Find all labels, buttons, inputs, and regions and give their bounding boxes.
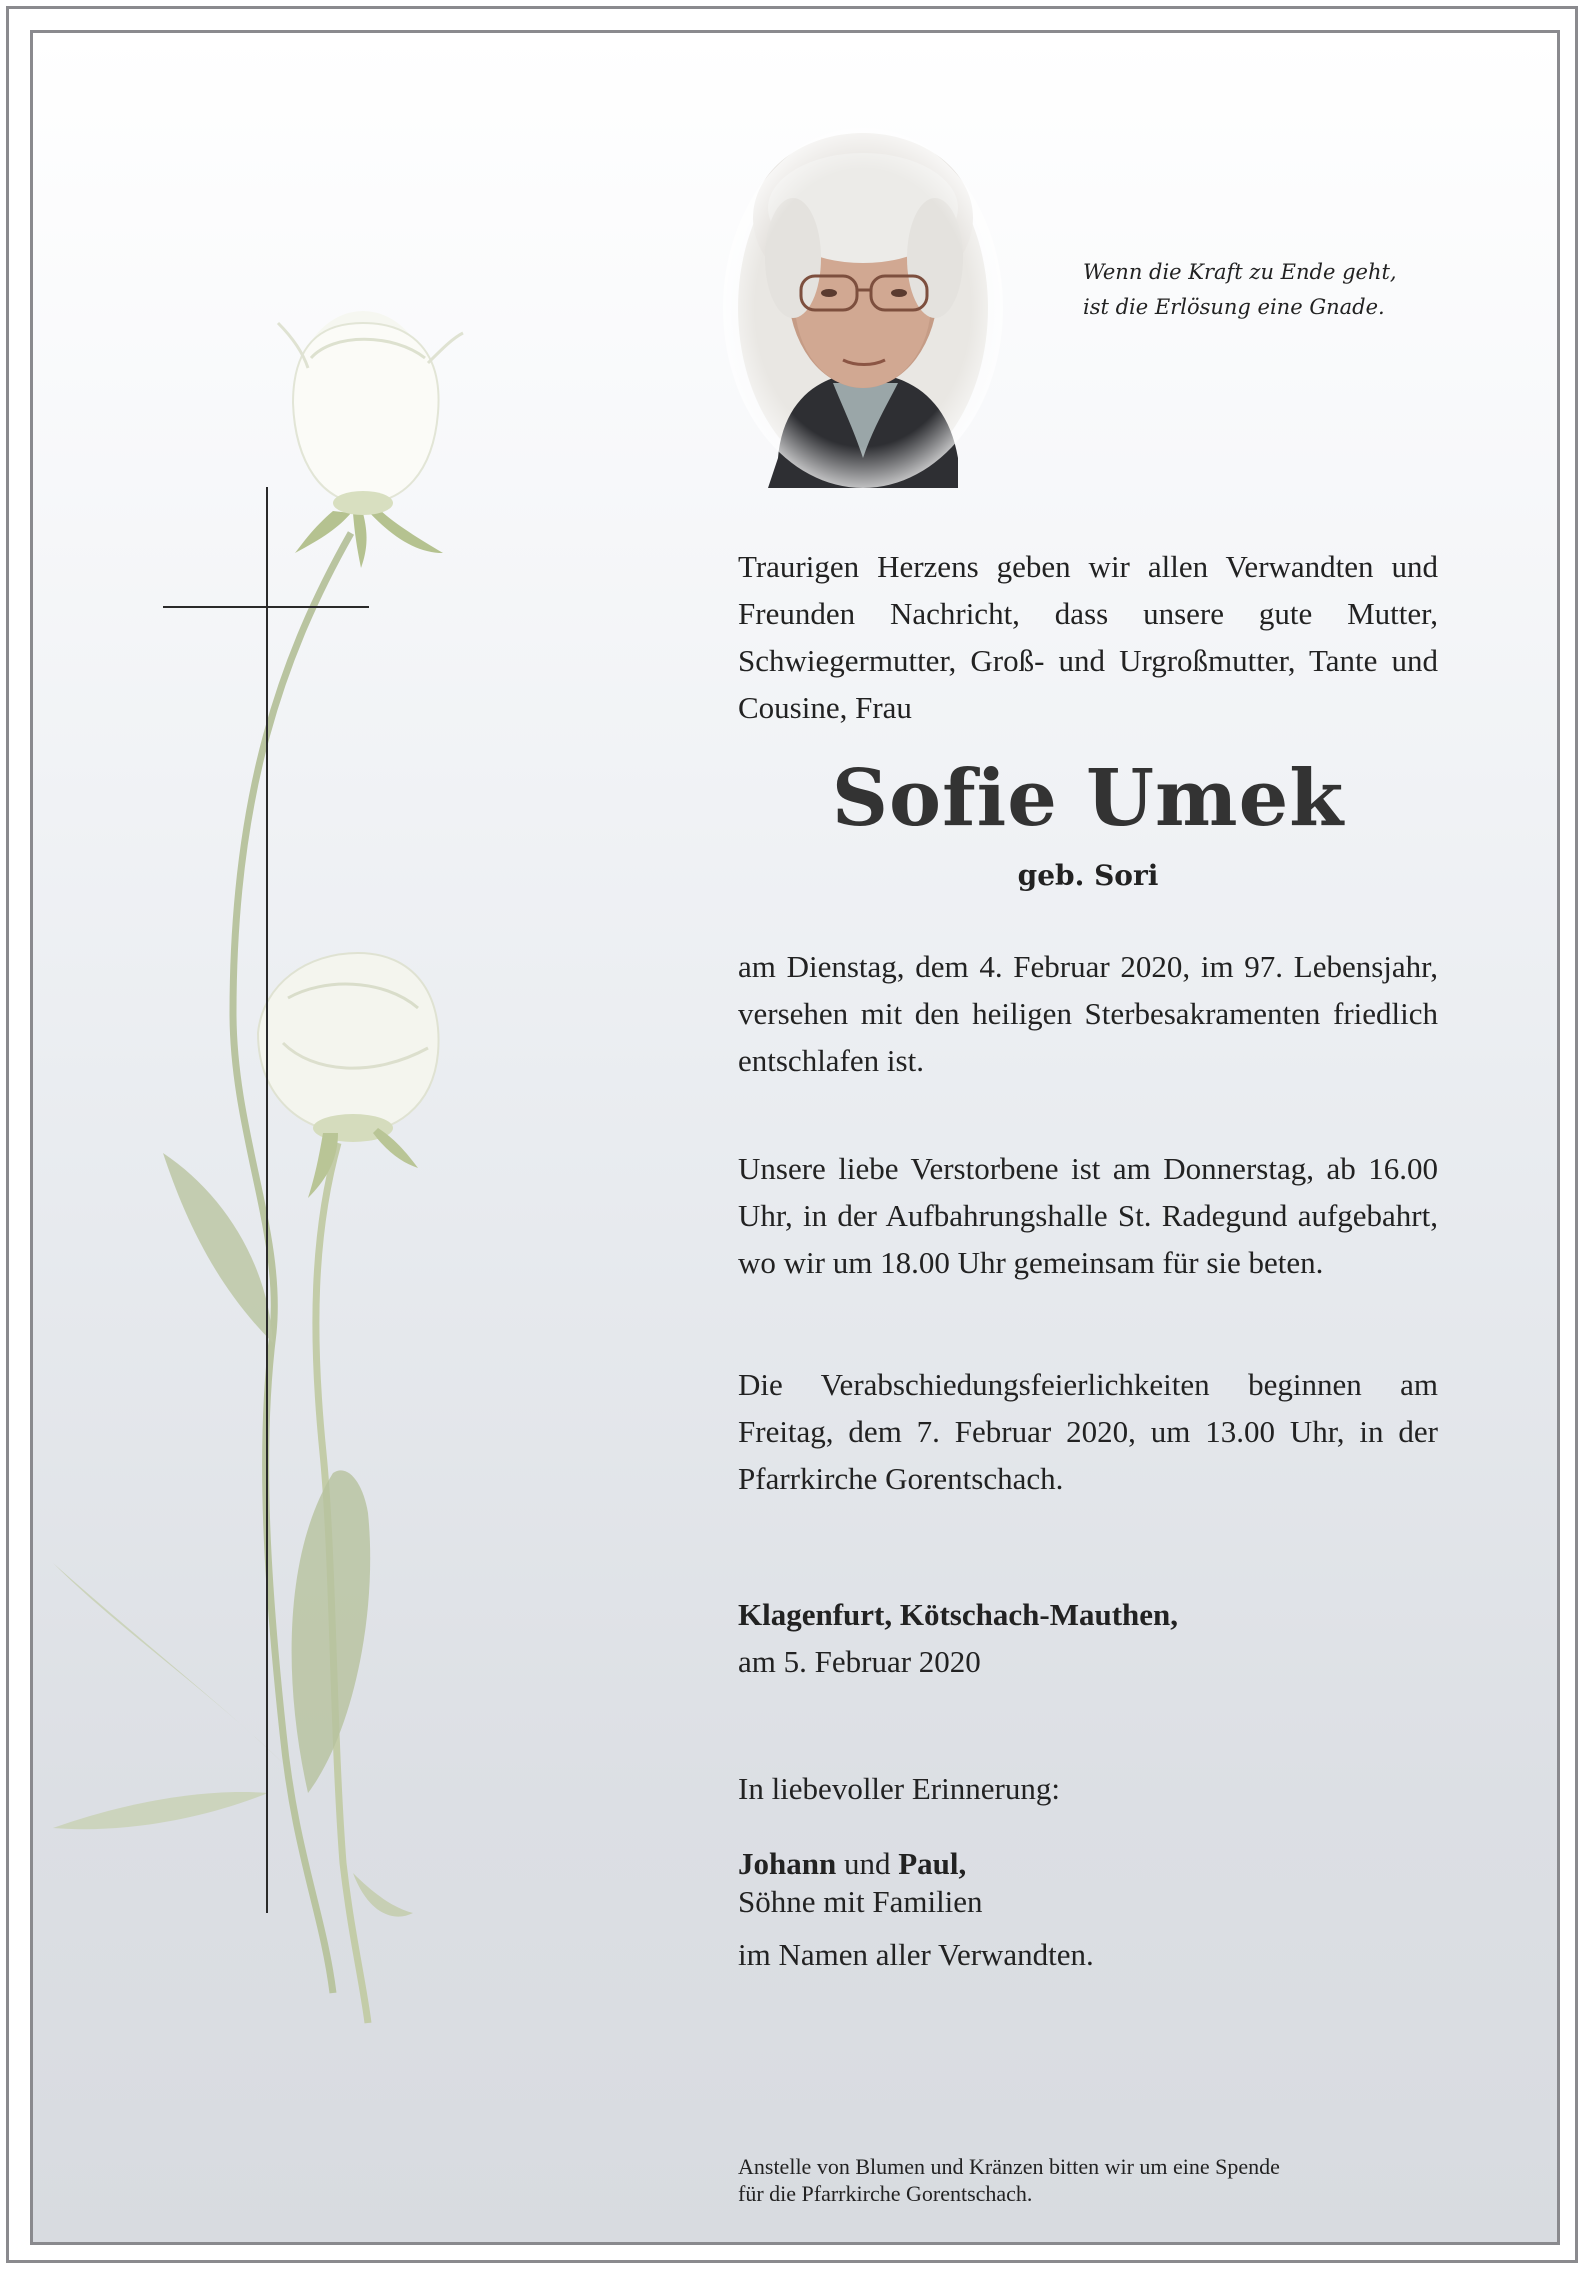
deceased-name: Sofie Umek (831, 753, 1345, 844)
and-word: und (836, 1846, 899, 1881)
viewing-paragraph: Unsere liebe Verstorbene ist am Donnerstag, ab 16.00 Uhr, in der Aufbahrungshalle St. Radegund aufgebahrt, wo wir um 18.00 Uhr gemeinsam für sie beten. (738, 1151, 1438, 1280)
date: am 5. Februar 2020 (738, 1644, 981, 1679)
intro-paragraph: Traurigen Herzens geben wir allen Verwandten und Freunden Nachricht, dass unsere gute Mutter, Schwiegermutter, Groß- und Urgroßmutter, Tante und Cousine, Frau (738, 549, 1438, 725)
funeral-paragraph: Die Verabschiedungsfeierlichkeiten beginnen am Freitag, dem 7. Februar 2020, um 13.00 Uhr, in der Pfarrkirche Gorentschach. (738, 1367, 1438, 1496)
donation-note (738, 2153, 1458, 2207)
signers (738, 1845, 983, 1921)
motto-line-1: Wenn die Kraft zu Ende geht, (1083, 260, 1397, 284)
signer-name-2: Paul, (898, 1846, 967, 1881)
death-notice-paragraph: am Dienstag, dem 4. Februar 2020, im 97. Lebensjahr, versehen mit den heiligen Sterbesakramenten friedlich entschlafen ist. (738, 949, 1438, 1078)
motto-quote (1083, 255, 1423, 325)
places: Klagenfurt, Kötschach-Mauthen, (738, 1597, 1179, 1632)
obituary-card (30, 30, 1560, 2245)
sons-line: Söhne mit Familien (738, 1884, 983, 1919)
portrait-photo (723, 128, 1003, 488)
memory-line: In liebevoller Erinnerung: (738, 1771, 1060, 1806)
relatives-line: im Namen aller Verwandten. (738, 1937, 1094, 1972)
maiden-name: geb. Sori (1017, 859, 1159, 892)
signer-names (738, 1845, 983, 1883)
signer-name-1: Johann (738, 1846, 837, 1881)
outer-frame (6, 6, 1578, 2263)
motto-line-2: ist die Erlösung eine Gnade. (1083, 295, 1385, 319)
place-and-date (738, 1591, 1438, 1685)
donation-note-line-1: Anstelle von Blumen und Kränzen bitten wir um eine Spende (738, 2154, 1280, 2179)
donation-note-line-2: für die Pfarrkirche Gorentschach. (738, 2181, 1033, 2206)
